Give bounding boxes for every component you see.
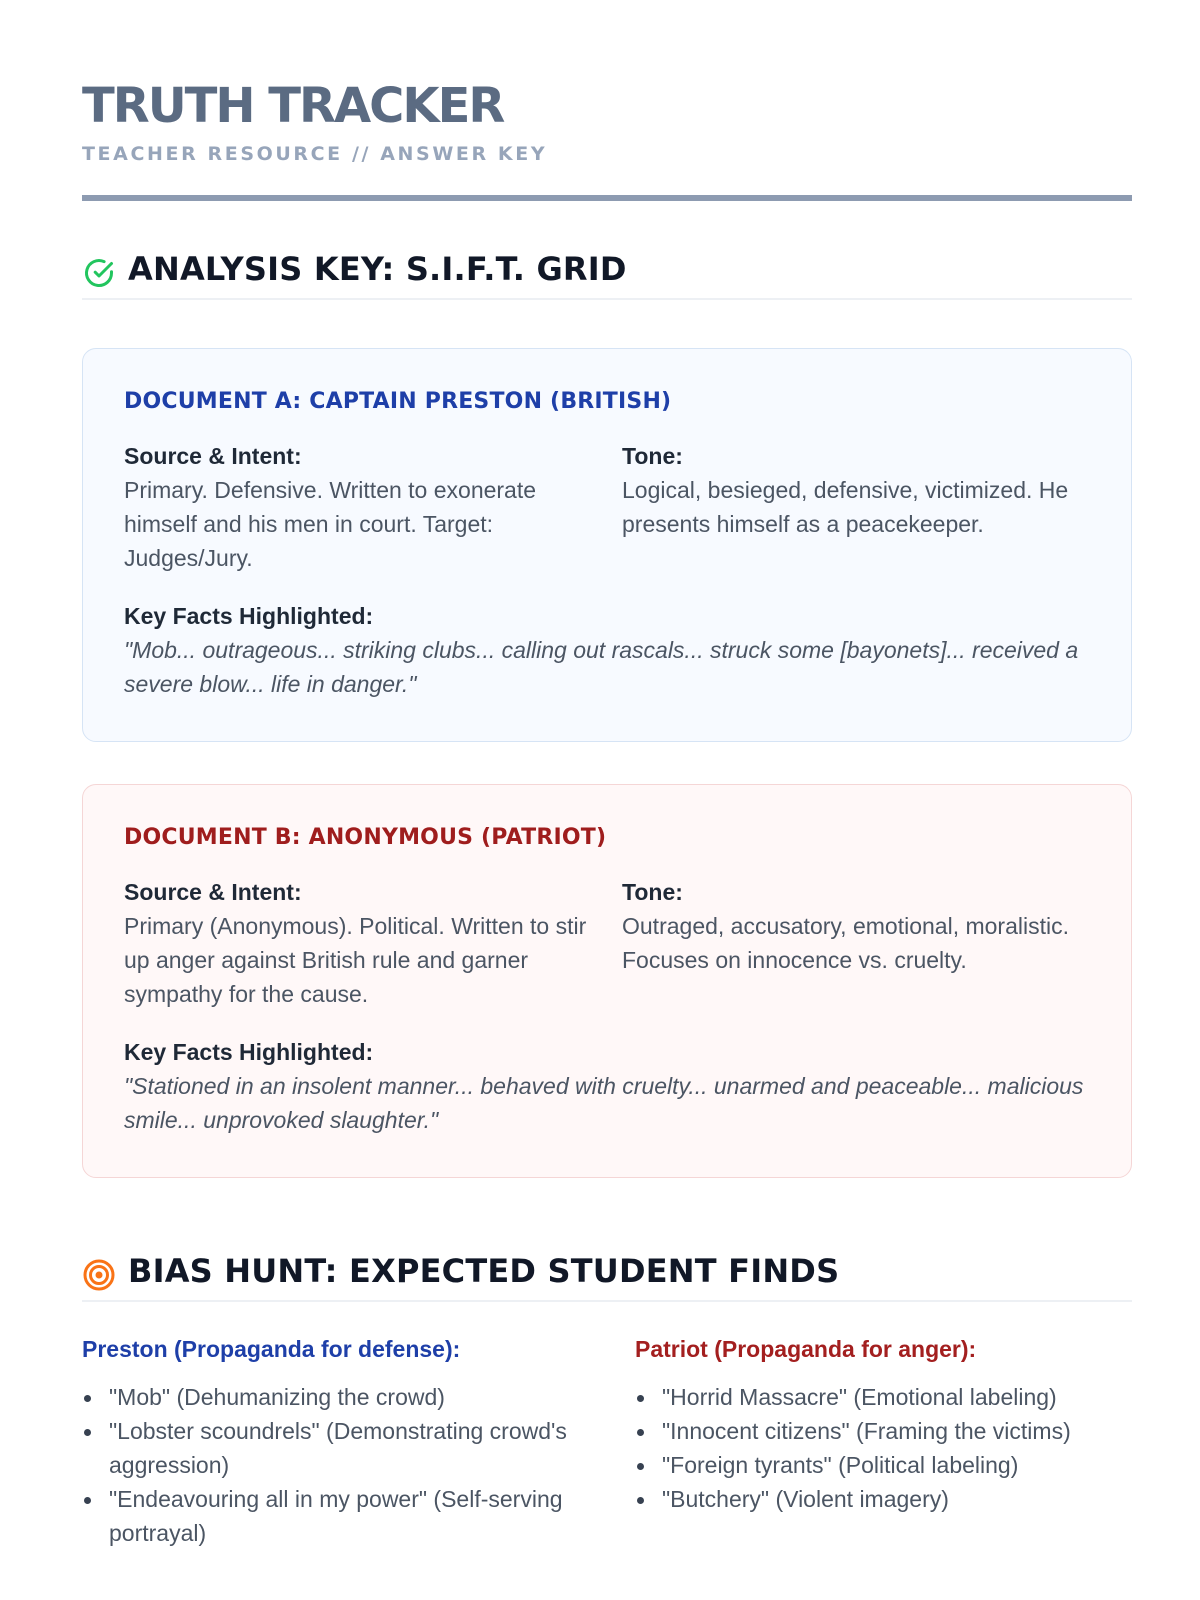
document-b-title: DOCUMENT B: ANONYMOUS (PATRIOT) [124, 825, 607, 850]
source-intent-label: Source & Intent: [124, 443, 302, 469]
analysis-section-title: ANALYSIS KEY: S.I.F.T. GRID [128, 250, 627, 288]
list-item: "Endeavouring all in my power" (Self-serving portrayal) [82, 1482, 582, 1550]
document-a-title: DOCUMENT A: CAPTAIN PRESTON (BRITISH) [124, 389, 672, 414]
page-title: TRUTH TRACKER [82, 78, 504, 134]
document-a-facts [124, 599, 1090, 701]
preston-bias-column [82, 1332, 582, 1550]
list-item: "Foreign tyrants" (Political labeling) [635, 1448, 1135, 1482]
document-b-card [82, 784, 1132, 1178]
patriot-bias-column [635, 1332, 1135, 1516]
bias-section-header [82, 1250, 1132, 1302]
source-intent-text: Primary. Defensive. Written to exonerate himself and his men in court. Target: Judges/Jury. [124, 477, 537, 571]
document-a-card [82, 348, 1132, 742]
check-circle-icon [82, 256, 116, 290]
key-facts-label: Key Facts Highlighted: [124, 603, 374, 629]
tone-label: Tone: [622, 879, 683, 905]
patriot-bias-list [635, 1380, 1135, 1516]
page-subtitle: TEACHER RESOURCE // ANSWER KEY [82, 143, 548, 165]
source-intent-text: Primary (Anonymous). Political. Written to stir up anger against British rule and garner sympathy for the cause. [124, 913, 587, 1007]
source-intent-label: Source & Intent: [124, 879, 302, 905]
tone-text: Outraged, accusatory, emotional, moralistic. Focuses on innocence vs. cruelty. [622, 913, 1069, 973]
document-b-facts [124, 1035, 1090, 1137]
document-b-source [124, 875, 592, 1011]
tone-label: Tone: [622, 443, 683, 469]
key-facts-text: "Mob... outrageous... striking clubs... calling out rascals... struck some [bayonets]... received a severe blow... life in danger." [124, 637, 1079, 697]
document-b-tone [622, 875, 1090, 1011]
key-facts-label: Key Facts Highlighted: [124, 1039, 374, 1065]
bias-section-title: BIAS HUNT: EXPECTED STUDENT FINDS [128, 1252, 840, 1290]
analysis-section-header [82, 248, 1132, 300]
target-icon [82, 1258, 116, 1292]
tone-text: Logical, besieged, defensive, victimized. He presents himself as a peacekeeper. [622, 477, 1069, 537]
key-facts-text: "Stationed in an insolent manner... behaved with cruelty... unarmed and peaceable... malicious smile... unprovoked slaughter." [124, 1073, 1084, 1133]
list-item: "Butchery" (Violent imagery) [635, 1482, 1135, 1516]
document-a-tone [622, 439, 1090, 575]
list-item: "Horrid Massacre" (Emotional labeling) [635, 1380, 1135, 1414]
preston-heading: Preston (Propaganda for defense): [82, 1336, 461, 1362]
list-item: "Mob" (Dehumanizing the crowd) [82, 1380, 582, 1414]
patriot-heading: Patriot (Propaganda for anger): [635, 1336, 977, 1362]
document-a-source [124, 439, 592, 575]
header-divider [82, 195, 1132, 201]
preston-bias-list [82, 1380, 582, 1550]
list-item: "Lobster scoundrels" (Demonstrating crowd's aggression) [82, 1414, 582, 1482]
list-item: "Innocent citizens" (Framing the victims) [635, 1414, 1135, 1448]
